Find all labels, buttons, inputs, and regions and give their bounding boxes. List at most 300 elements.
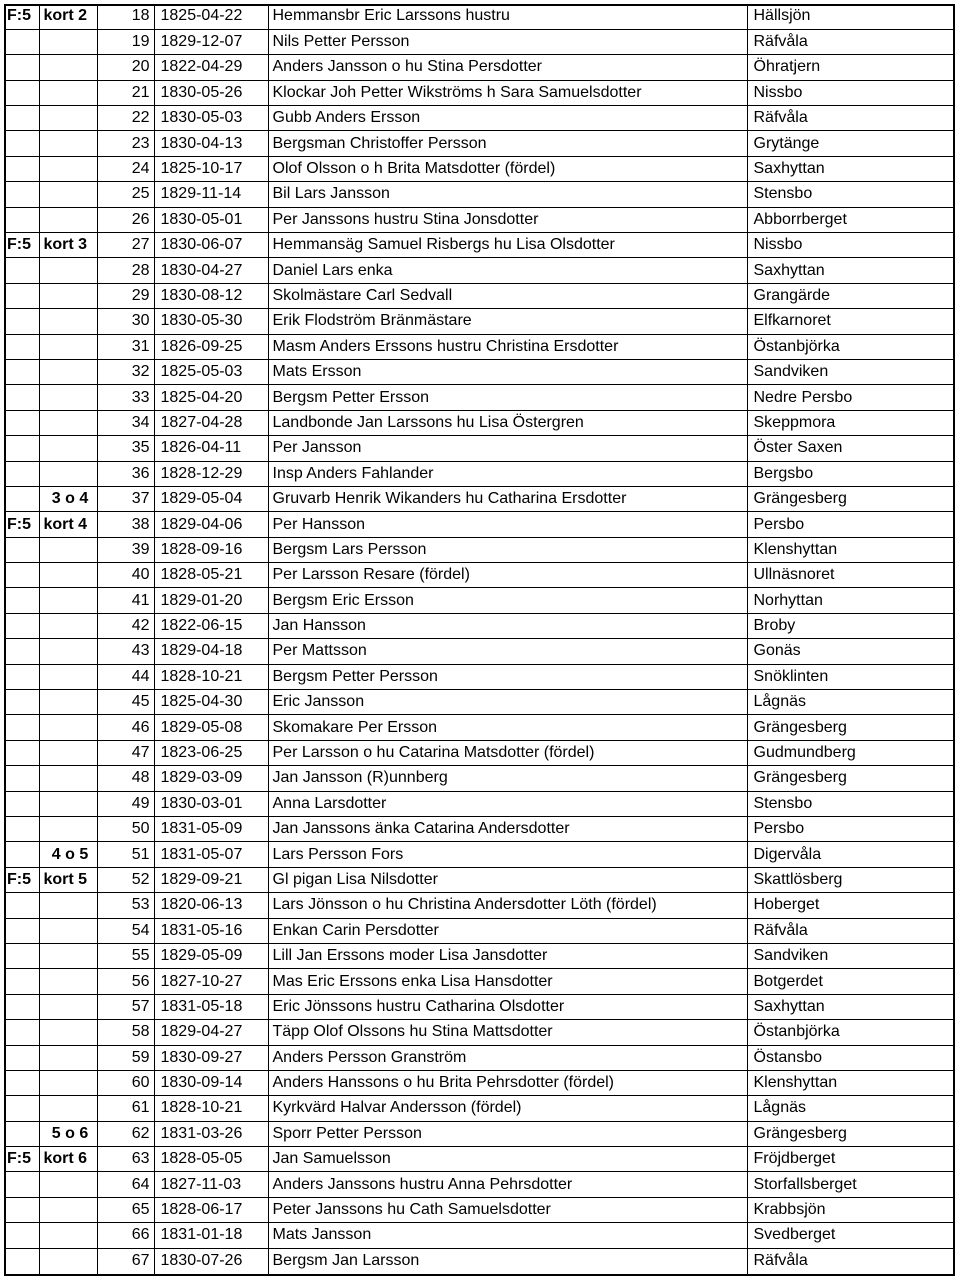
person-cell: Nils Petter Persson	[268, 29, 747, 54]
date-cell: 1829-12-07	[154, 29, 268, 54]
person-cell: Daniel Lars enka	[268, 258, 747, 283]
card-cell	[39, 817, 97, 842]
date-cell: 1827-11-03	[154, 1172, 268, 1197]
card-cell: 4 o 5	[39, 842, 97, 867]
date-cell: 1822-04-29	[154, 55, 268, 80]
place-cell: Grängesberg	[747, 766, 955, 791]
date-cell: 1825-04-30	[154, 690, 268, 715]
card-cell	[39, 664, 97, 689]
card-cell	[39, 131, 97, 156]
person-cell: Enkan Carin Persdotter	[268, 918, 747, 943]
entry-number-cell: 35	[97, 436, 154, 461]
date-cell: 1831-05-09	[154, 817, 268, 842]
entry-number-cell: 49	[97, 791, 154, 816]
table-row	[4, 639, 955, 664]
person-cell: Eric Jansson	[268, 690, 747, 715]
fond-cell	[4, 55, 39, 80]
date-cell: 1825-04-20	[154, 385, 268, 410]
table-row	[4, 969, 955, 994]
table-row	[4, 1172, 955, 1197]
date-cell: 1828-09-16	[154, 537, 268, 562]
card-cell	[39, 1045, 97, 1070]
table-row	[4, 740, 955, 765]
card-cell	[39, 1020, 97, 1045]
card-cell	[39, 1172, 97, 1197]
fond-cell	[4, 715, 39, 740]
table-row	[4, 283, 955, 308]
fond-cell	[4, 1020, 39, 1045]
table-row	[4, 943, 955, 968]
table-row	[4, 867, 955, 892]
fond-cell: F:5	[4, 233, 39, 258]
entry-number-cell: 18	[97, 4, 154, 29]
fond-cell	[4, 893, 39, 918]
place-cell: Saxhyttan	[747, 156, 955, 181]
fond-cell	[4, 1070, 39, 1095]
entry-number-cell: 32	[97, 359, 154, 384]
date-cell: 1830-05-03	[154, 106, 268, 131]
place-cell: Räfvåla	[747, 29, 955, 54]
person-cell: Mas Eric Erssons enka Lisa Hansdotter	[268, 969, 747, 994]
place-cell: Hällsjön	[753, 7, 811, 25]
person-cell: Hemmansbr Eric Larssons hustru	[268, 4, 747, 29]
place-cell: Öhratjern	[747, 55, 955, 80]
card-cell: kort 4	[39, 512, 97, 537]
table-row	[4, 309, 955, 334]
date-cell: 1828-05-21	[154, 563, 268, 588]
place-cell: Gonäs	[747, 639, 955, 664]
person-cell: Gubb Anders Ersson	[268, 106, 747, 131]
place-cell: Räfvåla	[747, 918, 955, 943]
entry-number-cell: 55	[97, 943, 154, 968]
card-cell	[39, 639, 97, 664]
fond-cell	[4, 1248, 39, 1273]
person-cell: Bil Lars Jansson	[268, 182, 747, 207]
table-row	[4, 436, 955, 461]
table-row	[4, 182, 955, 207]
place-cell: Hoberget	[747, 893, 955, 918]
date-cell: 1830-09-14	[154, 1070, 268, 1095]
date-cell: 1825-05-03	[154, 359, 268, 384]
date-cell: 1830-05-30	[154, 309, 268, 334]
place-cell: Fröjdberget	[747, 1147, 955, 1172]
table-row	[4, 994, 955, 1019]
table-row	[4, 1248, 955, 1273]
place-cell: Norhyttan	[747, 588, 955, 613]
date-cell: 1829-03-09	[154, 766, 268, 791]
table-row	[4, 461, 955, 486]
place-cell: Östanbjörka	[747, 334, 955, 359]
table-row	[4, 690, 955, 715]
entry-number-cell: 40	[97, 563, 154, 588]
place-cell: Räfvåla	[747, 1248, 955, 1273]
card-cell	[39, 410, 97, 435]
person-cell: Gl pigan Lisa Nilsdotter	[268, 867, 747, 892]
date-cell: 1830-08-12	[154, 283, 268, 308]
fond-cell	[4, 486, 39, 511]
place-cell: Storfallsberget	[747, 1172, 955, 1197]
entry-number-cell: 26	[97, 207, 154, 232]
fond-cell	[4, 385, 39, 410]
person-cell: Jan Janssons änka Catarina Andersdotter	[268, 817, 747, 842]
card-cell	[39, 994, 97, 1019]
card-cell	[39, 1197, 97, 1222]
table-row	[4, 1147, 955, 1172]
date-cell: 1830-06-07	[154, 233, 268, 258]
person-cell: Olof Olsson o h Brita Matsdotter (fördel)	[268, 156, 747, 181]
person-cell: Bergsm Petter Ersson	[268, 385, 747, 410]
place-cell: Räfvåla	[747, 106, 955, 131]
entry-number-cell: 53	[97, 893, 154, 918]
table-row	[4, 537, 955, 562]
place-cell: Klenshyttan	[747, 1070, 955, 1095]
table-row	[4, 55, 955, 80]
entry-number-cell: 38	[97, 512, 154, 537]
fond-cell	[4, 1172, 39, 1197]
entry-number-cell: 62	[97, 1121, 154, 1146]
entry-number-cell: 67	[97, 1248, 154, 1273]
place-cell: Östanbjörka	[747, 1020, 955, 1045]
person-cell: Per Larsson Resare (fördel)	[268, 563, 747, 588]
date-cell: 1825-10-17	[154, 156, 268, 181]
card-cell	[39, 1070, 97, 1095]
entry-number-cell: 63	[97, 1147, 154, 1172]
fond-cell	[4, 80, 39, 105]
card-cell: kort 5	[39, 867, 97, 892]
entry-number-cell: 58	[97, 1020, 154, 1045]
fond-cell	[4, 766, 39, 791]
place-cell: Klenshyttan	[747, 537, 955, 562]
person-cell: Gruvarb Henrik Wikanders hu Catharina Ersdotter	[268, 486, 747, 511]
fond-cell	[4, 283, 39, 308]
entry-number-cell: 64	[97, 1172, 154, 1197]
table-row	[4, 817, 955, 842]
entry-number-cell: 28	[97, 258, 154, 283]
table-row	[4, 512, 955, 537]
table-row	[4, 664, 955, 689]
fond-cell	[4, 791, 39, 816]
date-cell: 1829-05-04	[154, 486, 268, 511]
card-cell	[39, 969, 97, 994]
table-row	[4, 156, 955, 181]
person-cell: Anna Larsdotter	[268, 791, 747, 816]
fond-cell	[4, 1096, 39, 1121]
card-cell	[39, 106, 97, 131]
table-row	[4, 233, 955, 258]
entry-number-cell: 42	[97, 613, 154, 638]
table-row	[4, 207, 955, 232]
fond-cell	[4, 1045, 39, 1070]
fond-cell	[4, 969, 39, 994]
fond-cell	[4, 740, 39, 765]
person-cell: Insp Anders Fahlander	[268, 461, 747, 486]
place-cell: Öster Saxen	[747, 436, 955, 461]
person-cell: Lars Persson Fors	[268, 842, 747, 867]
card-cell	[39, 283, 97, 308]
place-cell: Elfkarnoret	[747, 309, 955, 334]
place-cell: Saxhyttan	[747, 258, 955, 283]
card-cell	[39, 791, 97, 816]
fond-cell	[4, 664, 39, 689]
place-cell: Grangärde	[747, 283, 955, 308]
card-cell	[39, 207, 97, 232]
fond-cell	[4, 29, 39, 54]
card-cell	[39, 690, 97, 715]
fond-cell	[4, 690, 39, 715]
card-cell	[39, 334, 97, 359]
person-cell: Lill Jan Erssons moder Lisa Jansdotter	[268, 943, 747, 968]
place-cell: Grängesberg	[747, 715, 955, 740]
person-cell: Skomakare Per Ersson	[268, 715, 747, 740]
date-cell: 1829-04-18	[154, 639, 268, 664]
table-row	[4, 1197, 955, 1222]
entry-number-cell: 47	[97, 740, 154, 765]
date-cell: 1829-05-09	[154, 943, 268, 968]
date-cell: 1828-12-29	[154, 461, 268, 486]
person-cell: Masm Anders Erssons hustru Christina Ersdotter	[268, 334, 747, 359]
person-cell: Bergsm Jan Larsson	[268, 1248, 747, 1273]
place-cell: Snöklinten	[747, 664, 955, 689]
date-cell: 1828-10-21	[154, 1096, 268, 1121]
person-cell: Per Jansson	[268, 436, 747, 461]
card-cell: 3 o 4	[39, 486, 97, 511]
card-cell	[39, 309, 97, 334]
card-cell	[39, 563, 97, 588]
date-cell: 1825-04-22	[154, 4, 268, 29]
person-cell: Sporr Petter Persson	[268, 1121, 747, 1146]
fond-cell	[4, 1197, 39, 1222]
fond-cell	[4, 918, 39, 943]
table-row	[4, 1223, 955, 1248]
person-cell: Per Janssons hustru Stina Jonsdotter	[268, 207, 747, 232]
entry-number-cell: 20	[97, 55, 154, 80]
date-cell: 1828-05-05	[154, 1147, 268, 1172]
table-row	[4, 80, 955, 105]
fond-cell	[4, 359, 39, 384]
entry-number-cell: 41	[97, 588, 154, 613]
table-row	[4, 1096, 955, 1121]
entry-number-cell: 36	[97, 461, 154, 486]
fond-cell	[4, 1121, 39, 1146]
place-cell: Krabbsjön	[747, 1197, 955, 1222]
card-cell: 5 o 6	[39, 1121, 97, 1146]
table-row	[4, 766, 955, 791]
place-cell: Bergsbo	[747, 461, 955, 486]
table-row	[4, 4, 955, 29]
fond-cell	[4, 410, 39, 435]
fond-cell	[4, 563, 39, 588]
place-cell: Skattlösberg	[747, 867, 955, 892]
card-cell	[39, 613, 97, 638]
fond-cell	[4, 613, 39, 638]
card-cell	[39, 29, 97, 54]
entry-number-cell: 19	[97, 29, 154, 54]
table-row	[4, 918, 955, 943]
entry-number-cell: 33	[97, 385, 154, 410]
person-cell: Jan Jansson (R)unnberg	[268, 766, 747, 791]
person-cell: Skolmästare Carl Sedvall	[268, 283, 747, 308]
table-row	[4, 131, 955, 156]
card-cell	[39, 258, 97, 283]
date-cell: 1829-05-08	[154, 715, 268, 740]
date-cell: 1830-04-27	[154, 258, 268, 283]
table-row	[4, 613, 955, 638]
fond-cell	[4, 207, 39, 232]
place-cell: Abborrberget	[747, 207, 955, 232]
person-cell: Landbonde Jan Larssons hu Lisa Östergren	[268, 410, 747, 435]
person-cell: Lars Jönsson o hu Christina Andersdotter Löth (fördel)	[268, 893, 747, 918]
place-cell: Sandviken	[747, 943, 955, 968]
card-cell	[39, 943, 97, 968]
person-cell: Klockar Joh Petter Wikströms h Sara Samuelsdotter	[268, 80, 747, 105]
table-row	[4, 715, 955, 740]
person-cell: Anders Persson Granström	[268, 1045, 747, 1070]
card-cell	[39, 461, 97, 486]
fond-cell	[4, 842, 39, 867]
place-cell: Lågnäs	[747, 1096, 955, 1121]
date-cell: 1831-01-18	[154, 1223, 268, 1248]
fond-cell: F:5	[4, 1147, 39, 1172]
card-cell: kort 6	[39, 1147, 97, 1172]
table-row	[4, 486, 955, 511]
entry-number-cell: 65	[97, 1197, 154, 1222]
card-cell	[39, 359, 97, 384]
place-cell: Stensbo	[747, 182, 955, 207]
entry-number-cell: 27	[97, 233, 154, 258]
entry-number-cell: 39	[97, 537, 154, 562]
date-cell: 1822-06-15	[154, 613, 268, 638]
place-cell: Östansbo	[747, 1045, 955, 1070]
date-cell: 1830-07-26	[154, 1248, 268, 1273]
place-cell: Stensbo	[747, 791, 955, 816]
person-cell: Mats Jansson	[268, 1223, 747, 1248]
person-cell: Erik Flodström Bränmästare	[268, 309, 747, 334]
entry-number-cell: 31	[97, 334, 154, 359]
table-row	[4, 791, 955, 816]
entry-number-cell: 30	[97, 309, 154, 334]
date-cell: 1827-10-27	[154, 969, 268, 994]
place-cell: Persbo	[747, 512, 955, 537]
card-cell	[39, 385, 97, 410]
card-cell	[39, 55, 97, 80]
card-cell	[39, 893, 97, 918]
person-cell: Bergsman Christoffer Persson	[268, 131, 747, 156]
place-cell: Svedberget	[747, 1223, 955, 1248]
entry-number-cell: 37	[97, 486, 154, 511]
entry-number-cell: 44	[97, 664, 154, 689]
entry-number-cell: 51	[97, 842, 154, 867]
place-cell: Gudmundberg	[747, 740, 955, 765]
table-row	[4, 1121, 955, 1146]
table-row	[4, 563, 955, 588]
fond-cell	[4, 1223, 39, 1248]
card-cell	[39, 537, 97, 562]
entry-number-cell: 61	[97, 1096, 154, 1121]
entry-number-cell: 29	[97, 283, 154, 308]
parish-register-table	[4, 4, 955, 1274]
place-cell: Ullnäsnoret	[747, 563, 955, 588]
person-cell: Per Hansson	[268, 512, 747, 537]
card-cell	[39, 918, 97, 943]
fond-cell: F:5	[4, 867, 39, 892]
place-cell: Skeppmora	[747, 410, 955, 435]
person-cell: Per Mattsson	[268, 639, 747, 664]
person-cell: Anders Jansson o hu Stina Persdotter	[268, 55, 747, 80]
fond-cell	[4, 943, 39, 968]
place-cell: Digervåla	[747, 842, 955, 867]
card-cell	[39, 715, 97, 740]
place-cell: Lågnäs	[747, 690, 955, 715]
fond-cell	[4, 334, 39, 359]
date-cell: 1831-03-26	[154, 1121, 268, 1146]
card-cell	[39, 588, 97, 613]
person-cell: Eric Jönssons hustru Catharina Olsdotter	[268, 994, 747, 1019]
table-row	[4, 842, 955, 867]
fond-cell	[4, 639, 39, 664]
fond-cell	[4, 106, 39, 131]
date-cell: 1820-06-13	[154, 893, 268, 918]
date-cell: 1829-04-27	[154, 1020, 268, 1045]
entry-number-cell: 46	[97, 715, 154, 740]
entry-number-cell: 60	[97, 1070, 154, 1095]
place-cell: Grängesberg	[747, 486, 955, 511]
entry-number-cell: 25	[97, 182, 154, 207]
date-cell: 1830-05-26	[154, 80, 268, 105]
entry-number-cell: 66	[97, 1223, 154, 1248]
date-cell: 1829-11-14	[154, 182, 268, 207]
card-cell	[39, 740, 97, 765]
date-cell: 1826-04-11	[154, 436, 268, 461]
entry-number-cell: 59	[97, 1045, 154, 1070]
entry-number-cell: 43	[97, 639, 154, 664]
person-cell: Mats Ersson	[268, 359, 747, 384]
entry-number-cell: 54	[97, 918, 154, 943]
table-row	[4, 1070, 955, 1095]
place-cell: Sandviken	[747, 359, 955, 384]
person-cell: Anders Janssons hustru Anna Pehrsdotter	[268, 1172, 747, 1197]
place-cell: Persbo	[747, 817, 955, 842]
date-cell: 1830-04-13	[154, 131, 268, 156]
place-cell: Grytänge	[747, 131, 955, 156]
table-row	[4, 893, 955, 918]
table-row	[4, 106, 955, 131]
table-row	[4, 385, 955, 410]
fond-cell	[4, 994, 39, 1019]
fond-cell	[4, 537, 39, 562]
place-cell: Broby	[747, 613, 955, 638]
table-row	[4, 588, 955, 613]
date-cell: 1828-10-21	[154, 664, 268, 689]
date-cell: 1828-06-17	[154, 1197, 268, 1222]
card-cell	[39, 80, 97, 105]
card-cell: kort 2	[39, 4, 97, 29]
person-cell: Bergsm Eric Ersson	[268, 588, 747, 613]
fond-cell	[4, 588, 39, 613]
date-cell: 1829-04-06	[154, 512, 268, 537]
table-row	[4, 29, 955, 54]
fond-cell	[4, 156, 39, 181]
table-row	[4, 359, 955, 384]
person-cell: Bergsm Lars Persson	[268, 537, 747, 562]
person-cell: Täpp Olof Olssons hu Stina Mattsdotter	[268, 1020, 747, 1045]
card-cell	[39, 156, 97, 181]
person-cell: Bergsm Petter Persson	[268, 664, 747, 689]
person-cell: Anders Hanssons o hu Brita Pehrsdotter (fördel)	[268, 1070, 747, 1095]
place-cell: Nissbo	[747, 80, 955, 105]
table-row	[4, 1045, 955, 1070]
table-row	[4, 258, 955, 283]
date-cell: 1823-06-25	[154, 740, 268, 765]
